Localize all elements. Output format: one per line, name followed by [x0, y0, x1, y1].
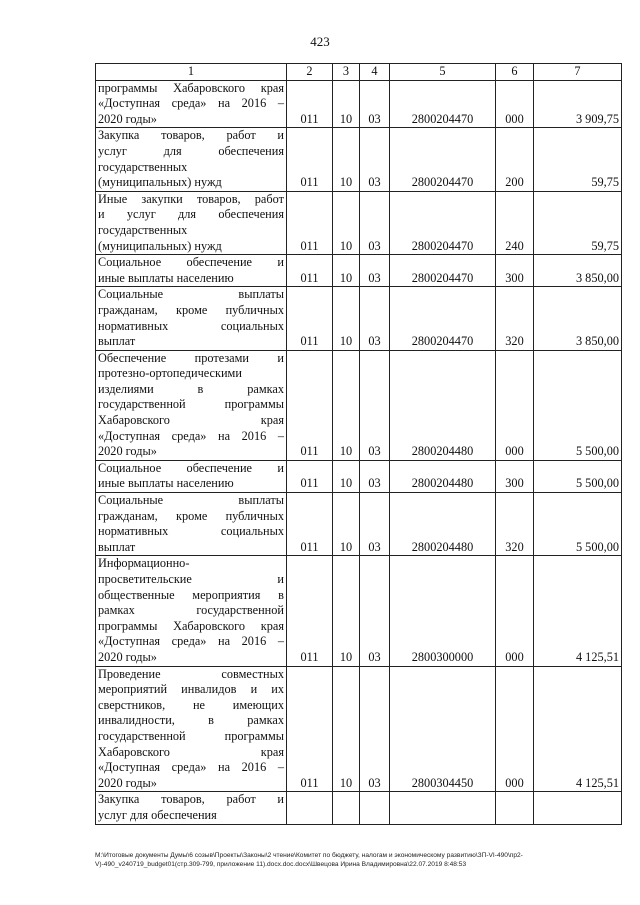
row-name-line: выплат: [98, 539, 136, 554]
row-code-cell: 03: [360, 666, 390, 792]
row-code-cell: 10: [333, 460, 360, 492]
row-name-line: и услуг для обеспечения: [98, 207, 284, 222]
row-code-cell: 10: [333, 128, 360, 191]
row-code-cell: 011: [287, 128, 333, 191]
row-name-cell: [96, 191, 287, 254]
table-row: [96, 556, 622, 666]
row-code-cell: 2800204470: [390, 128, 496, 191]
row-name-line: сверстников, не имеющих: [98, 697, 284, 712]
row-name-line: нормативных социальных: [98, 524, 284, 539]
row-name-line: государственных: [98, 159, 188, 174]
row-code-cell: 011: [287, 493, 333, 556]
row-code-cell: 2800300000: [390, 556, 496, 666]
row-name-line: государственной программы: [98, 397, 284, 412]
row-code-cell: [287, 792, 333, 824]
row-code-cell: 2800204470: [390, 255, 496, 287]
row-name-line: «Доступная среда» на 2016 –: [98, 428, 284, 443]
row-name-line: иные выплаты населению: [98, 476, 234, 491]
row-name-cell: [96, 666, 287, 792]
row-name-line: (муниципальных) нужд: [98, 238, 222, 253]
row-name-line: 2020 годы»: [98, 775, 157, 790]
row-name-line: программы Хабаровского края: [98, 80, 284, 95]
row-code-cell: 011: [287, 666, 333, 792]
table-row: [96, 792, 622, 824]
row-code-cell: 320: [496, 493, 534, 556]
table-row: [96, 80, 622, 128]
table-row: [96, 128, 622, 191]
row-amount-cell: 3 850,00: [534, 287, 622, 350]
row-name-line: «Доступная среда» на 2016 –: [98, 96, 284, 111]
row-name-line: Закупка товаров, работ и: [98, 128, 284, 143]
row-name-line: Закупка товаров, работ и: [98, 792, 284, 807]
row-amount-cell: 5 500,00: [534, 350, 622, 460]
row-name-line: Хабаровского края: [98, 413, 284, 428]
row-code-cell: 03: [360, 493, 390, 556]
row-name-line: просветительские и: [98, 572, 284, 586]
page-number: 423: [310, 34, 330, 49]
row-code-cell: 011: [287, 255, 333, 287]
row-name-line: гражданам, кроме публичных: [98, 508, 284, 523]
row-code-cell: [333, 792, 360, 824]
row-name-line: Проведение совместных: [98, 666, 284, 681]
row-name-line: иные выплаты населению: [98, 270, 234, 285]
row-name-line: нормативных социальных: [98, 318, 284, 333]
row-name-line: 2020 годы»: [98, 444, 157, 459]
row-code-cell: 000: [496, 350, 534, 460]
row-code-cell: 10: [333, 556, 360, 666]
column-header: 4: [360, 64, 390, 81]
row-code-cell: 2800204470: [390, 287, 496, 350]
table-row: [96, 350, 622, 460]
row-name-cell: [96, 350, 287, 460]
row-amount-cell: 5 500,00: [534, 493, 622, 556]
table-row: [96, 460, 622, 492]
row-name-cell: [96, 460, 287, 492]
row-amount-cell: 59,75: [534, 191, 622, 254]
row-name-line: гражданам, кроме публичных: [98, 302, 284, 317]
row-name-line: 2020 годы»: [98, 111, 157, 126]
row-name-cell: [96, 80, 287, 128]
row-code-cell: 011: [287, 460, 333, 492]
row-name-line: протезно-ортопедическими: [98, 366, 242, 381]
row-name-line: государственной программы: [98, 728, 284, 743]
row-code-cell: 011: [287, 191, 333, 254]
row-name-line: Социальное обеспечение и: [98, 460, 284, 475]
row-name-line: изделиями в рамках: [98, 381, 284, 396]
row-code-cell: 300: [496, 255, 534, 287]
row-code-cell: 10: [333, 666, 360, 792]
row-name-line: мероприятий инвалидов и их: [98, 682, 284, 697]
row-code-cell: 2800204480: [390, 350, 496, 460]
row-name-line: «Доступная среда» на 2016 –: [98, 760, 284, 775]
row-name-line: выплат: [98, 334, 136, 349]
row-code-cell: 2800204470: [390, 80, 496, 128]
row-name-cell: [96, 287, 287, 350]
row-name-line: (муниципальных) нужд: [98, 175, 222, 190]
column-header: 5: [390, 64, 496, 81]
table-row: [96, 191, 622, 254]
row-code-cell: 10: [333, 350, 360, 460]
row-code-cell: 03: [360, 191, 390, 254]
row-code-cell: 03: [360, 255, 390, 287]
row-name-cell: [96, 255, 287, 287]
row-amount-cell: [534, 792, 622, 824]
row-code-cell: 300: [496, 460, 534, 492]
row-name-line: государственных: [98, 222, 188, 237]
row-name-line: Информационно-: [98, 556, 190, 571]
row-code-cell: 320: [496, 287, 534, 350]
row-code-cell: 03: [360, 350, 390, 460]
column-header: 6: [496, 64, 534, 81]
table-row: [96, 255, 622, 287]
row-code-cell: 200: [496, 128, 534, 191]
table-row: [96, 493, 622, 556]
row-name-cell: [96, 128, 287, 191]
row-code-cell: 03: [360, 287, 390, 350]
row-name-line: Социальное обеспечение и: [98, 255, 284, 270]
row-name-line: Иные закупки товаров, работ: [98, 191, 284, 206]
row-code-cell: [360, 792, 390, 824]
row-name-line: программы Хабаровского края: [98, 618, 284, 633]
document-path-footer: M:\Итоговые документы Думы\6 созыв\Проекты\Законы\2 чтение\Комитет по бюджету, налогам и экономическому развитию\ЗП-VI-490\пр2-V)-490_v240719_budget01(стр.309-799, приложение 11).docx.doc.docx\Швецова Ирина Владимировна\22.07.2019 8:48:53: [95, 852, 523, 868]
row-amount-cell: 4 125,51: [534, 556, 622, 666]
row-name-line: Хабаровского края: [98, 744, 284, 759]
row-code-cell: 2800204480: [390, 493, 496, 556]
row-amount-cell: 3 909,75: [534, 80, 622, 128]
row-name-line: рамках государственной: [98, 603, 284, 618]
row-code-cell: 03: [360, 556, 390, 666]
column-header: 1: [96, 64, 287, 81]
table-header-row: [96, 64, 622, 81]
row-code-cell: 10: [333, 255, 360, 287]
row-code-cell: 03: [360, 128, 390, 191]
row-name-line: Социальные выплаты: [98, 493, 284, 508]
row-code-cell: 2800304450: [390, 666, 496, 792]
budget-table: [95, 63, 622, 825]
row-code-cell: [496, 792, 534, 824]
row-code-cell: 10: [333, 191, 360, 254]
row-name-cell: [96, 493, 287, 556]
row-name-line: «Доступная среда» на 2016 –: [98, 634, 284, 649]
row-code-cell: 011: [287, 80, 333, 128]
row-name-line: инвалидности, в рамках: [98, 713, 284, 728]
row-code-cell: 011: [287, 350, 333, 460]
row-code-cell: 10: [333, 80, 360, 128]
row-code-cell: 240: [496, 191, 534, 254]
row-name-line: Обеспечение протезами и: [98, 350, 284, 365]
row-amount-cell: 59,75: [534, 128, 622, 191]
row-code-cell: 2800204470: [390, 191, 496, 254]
row-code-cell: 2800204480: [390, 460, 496, 492]
row-name-line: 2020 годы»: [98, 649, 157, 664]
row-code-cell: 000: [496, 666, 534, 792]
row-name-cell: [96, 556, 287, 666]
row-code-cell: 000: [496, 556, 534, 666]
row-code-cell: 03: [360, 80, 390, 128]
column-header: 7: [534, 64, 622, 81]
row-amount-cell: 3 850,00: [534, 255, 622, 287]
row-name-cell: [96, 792, 287, 824]
row-name-line: Социальные выплаты: [98, 287, 284, 302]
row-code-cell: 011: [287, 287, 333, 350]
column-header: 2: [287, 64, 333, 81]
column-header: 3: [333, 64, 360, 81]
row-code-cell: 011: [287, 556, 333, 666]
row-name-line: услуг для обеспечения: [98, 143, 284, 158]
row-amount-cell: 5 500,00: [534, 460, 622, 492]
row-code-cell: 10: [333, 493, 360, 556]
table-row: [96, 287, 622, 350]
row-code-cell: 03: [360, 460, 390, 492]
row-name-line: общественные мероприятия в: [98, 587, 284, 602]
row-code-cell: 10: [333, 287, 360, 350]
row-name-line: услуг для обеспечения: [98, 807, 217, 822]
table-row: [96, 666, 622, 792]
row-code-cell: 000: [496, 80, 534, 128]
row-code-cell: [390, 792, 496, 824]
row-amount-cell: 4 125,51: [534, 666, 622, 792]
